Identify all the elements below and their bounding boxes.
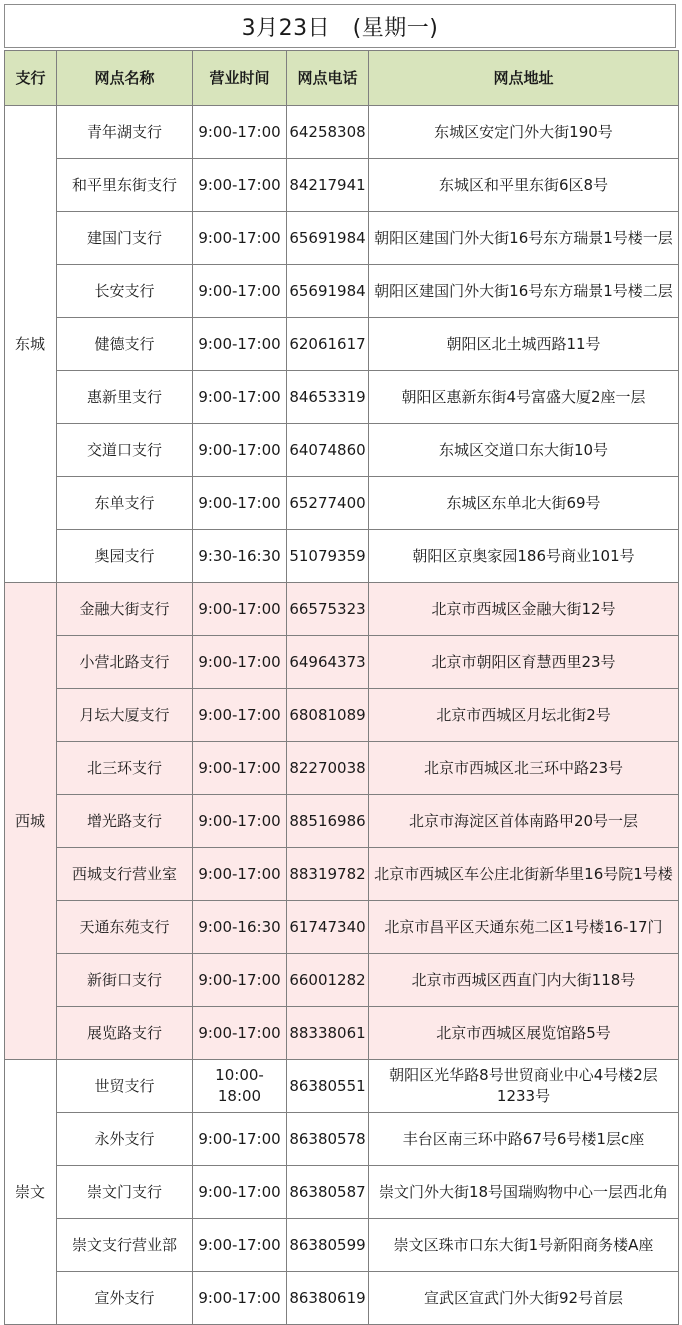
address-cell: 北京市西城区展览馆路5号	[369, 1007, 679, 1060]
branch-name-cell: 健德支行	[57, 318, 193, 371]
hours-cell: 9:00-17:00	[193, 1272, 287, 1325]
branch-table	[4, 50, 679, 1325]
hours-cell: 9:00-17:00	[193, 371, 287, 424]
table-row	[5, 424, 679, 477]
table-row	[5, 159, 679, 212]
table-row	[5, 901, 679, 954]
phone-cell: 65277400	[287, 477, 369, 530]
hours-cell: 9:00-17:00	[193, 742, 287, 795]
phone-cell: 66575323	[287, 583, 369, 636]
table-row	[5, 848, 679, 901]
column-header-branch-name: 网点名称	[57, 51, 193, 106]
table-row	[5, 318, 679, 371]
branch-name-cell: 天通东苑支行	[57, 901, 193, 954]
hours-cell: 9:00-17:00	[193, 954, 287, 1007]
address-cell: 北京市海淀区首体南路甲20号一层	[369, 795, 679, 848]
phone-cell: 65691984	[287, 265, 369, 318]
column-header-district: 支行	[5, 51, 57, 106]
district-cell: 东城	[5, 106, 57, 583]
table-row	[5, 371, 679, 424]
hours-cell: 9:00-17:00	[193, 106, 287, 159]
hours-cell: 9:00-16:30	[193, 901, 287, 954]
table-row	[5, 265, 679, 318]
district-cell: 崇文	[5, 1060, 57, 1325]
page-title: 3月23日 (星期一)	[4, 4, 676, 48]
table-row	[5, 477, 679, 530]
address-cell: 东城区和平里东街6区8号	[369, 159, 679, 212]
phone-cell: 65691984	[287, 212, 369, 265]
address-cell: 崇文门外大街18号国瑞购物中心一层西北角	[369, 1166, 679, 1219]
address-cell: 朝阳区京奥家园186号商业101号	[369, 530, 679, 583]
table-row	[5, 795, 679, 848]
header-row	[5, 51, 679, 106]
hours-cell: 10:00-18:00	[193, 1060, 287, 1113]
phone-cell: 86380578	[287, 1113, 369, 1166]
branch-name-cell: 新街口支行	[57, 954, 193, 1007]
branch-name-cell: 北三环支行	[57, 742, 193, 795]
phone-cell: 88516986	[287, 795, 369, 848]
branch-name-cell: 月坛大厦支行	[57, 689, 193, 742]
phone-cell: 88319782	[287, 848, 369, 901]
hours-cell: 9:00-17:00	[193, 212, 287, 265]
hours-cell: 9:30-16:30	[193, 530, 287, 583]
table-row	[5, 1060, 679, 1113]
address-cell: 北京市朝阳区育慧西里23号	[369, 636, 679, 689]
hours-cell: 9:00-17:00	[193, 477, 287, 530]
hours-cell: 9:00-17:00	[193, 795, 287, 848]
phone-cell: 66001282	[287, 954, 369, 1007]
column-header-address: 网点地址	[369, 51, 679, 106]
branch-name-cell: 青年湖支行	[57, 106, 193, 159]
table-row	[5, 106, 679, 159]
branch-name-cell: 增光路支行	[57, 795, 193, 848]
address-cell: 东城区东单北大街69号	[369, 477, 679, 530]
phone-cell: 84217941	[287, 159, 369, 212]
hours-cell: 9:00-17:00	[193, 1113, 287, 1166]
address-cell: 北京市昌平区天通东苑二区1号楼16-17门	[369, 901, 679, 954]
address-cell: 朝阳区北土城西路11号	[369, 318, 679, 371]
address-cell: 丰台区南三环中路67号6号楼1层c座	[369, 1113, 679, 1166]
branch-name-cell: 西城支行营业室	[57, 848, 193, 901]
address-cell: 朝阳区惠新东街4号富盛大厦2座一层	[369, 371, 679, 424]
branch-name-cell: 交道口支行	[57, 424, 193, 477]
phone-cell: 64258308	[287, 106, 369, 159]
address-cell: 崇文区珠市口东大街1号新阳商务楼A座	[369, 1219, 679, 1272]
address-cell: 宣武区宣武门外大街92号首层	[369, 1272, 679, 1325]
phone-cell: 61747340	[287, 901, 369, 954]
phone-cell: 51079359	[287, 530, 369, 583]
district-cell: 西城	[5, 583, 57, 1060]
branch-name-cell: 建国门支行	[57, 212, 193, 265]
branch-name-cell: 展览路支行	[57, 1007, 193, 1060]
table-row	[5, 689, 679, 742]
branch-name-cell: 崇文支行营业部	[57, 1219, 193, 1272]
address-cell: 北京市西城区月坛北街2号	[369, 689, 679, 742]
table-row	[5, 212, 679, 265]
hours-cell: 9:00-17:00	[193, 848, 287, 901]
hours-cell: 9:00-17:00	[193, 1007, 287, 1060]
address-cell: 东城区交道口东大街10号	[369, 424, 679, 477]
hours-cell: 9:00-17:00	[193, 318, 287, 371]
branch-name-cell: 奥园支行	[57, 530, 193, 583]
branch-name-cell: 和平里东街支行	[57, 159, 193, 212]
branch-name-cell: 金融大街支行	[57, 583, 193, 636]
table-row	[5, 742, 679, 795]
branch-name-cell: 宣外支行	[57, 1272, 193, 1325]
address-cell: 朝阳区建国门外大街16号东方瑞景1号楼一层	[369, 212, 679, 265]
branch-name-cell: 世贸支行	[57, 1060, 193, 1113]
address-cell: 北京市西城区西直门内大街118号	[369, 954, 679, 1007]
table-row	[5, 954, 679, 1007]
branch-name-cell: 东单支行	[57, 477, 193, 530]
hours-cell: 9:00-17:00	[193, 689, 287, 742]
hours-cell: 9:00-17:00	[193, 636, 287, 689]
address-cell: 北京市西城区车公庄北街新华里16号院1号楼	[369, 848, 679, 901]
table-row	[5, 530, 679, 583]
column-header-hours: 营业时间	[193, 51, 287, 106]
phone-cell: 62061617	[287, 318, 369, 371]
phone-cell: 86380599	[287, 1219, 369, 1272]
table-row	[5, 1166, 679, 1219]
phone-cell: 88338061	[287, 1007, 369, 1060]
phone-cell: 86380619	[287, 1272, 369, 1325]
branch-name-cell: 惠新里支行	[57, 371, 193, 424]
phone-cell: 64074860	[287, 424, 369, 477]
branch-name-cell: 小营北路支行	[57, 636, 193, 689]
address-cell: 北京市西城区金融大街12号	[369, 583, 679, 636]
hours-cell: 9:00-17:00	[193, 265, 287, 318]
table-row	[5, 1219, 679, 1272]
phone-cell: 84653319	[287, 371, 369, 424]
branch-name-cell: 永外支行	[57, 1113, 193, 1166]
table-body	[5, 106, 679, 1325]
hours-cell: 9:00-17:00	[193, 159, 287, 212]
hours-cell: 9:00-17:00	[193, 1166, 287, 1219]
address-cell: 朝阳区建国门外大街16号东方瑞景1号楼二层	[369, 265, 679, 318]
table-row	[5, 1007, 679, 1060]
table-row	[5, 1272, 679, 1325]
branch-name-cell: 长安支行	[57, 265, 193, 318]
phone-cell: 64964373	[287, 636, 369, 689]
phone-cell: 68081089	[287, 689, 369, 742]
column-header-phone: 网点电话	[287, 51, 369, 106]
hours-cell: 9:00-17:00	[193, 583, 287, 636]
phone-cell: 86380587	[287, 1166, 369, 1219]
table-row	[5, 636, 679, 689]
address-cell: 朝阳区光华路8号世贸商业中心4号楼2层1233号	[369, 1060, 679, 1113]
table-row	[5, 1113, 679, 1166]
phone-cell: 86380551	[287, 1060, 369, 1113]
branch-name-cell: 崇文门支行	[57, 1166, 193, 1219]
table-row	[5, 583, 679, 636]
phone-cell: 82270038	[287, 742, 369, 795]
hours-cell: 9:00-17:00	[193, 424, 287, 477]
address-cell: 北京市西城区北三环中路23号	[369, 742, 679, 795]
hours-cell: 9:00-17:00	[193, 1219, 287, 1272]
address-cell: 东城区安定门外大街190号	[369, 106, 679, 159]
